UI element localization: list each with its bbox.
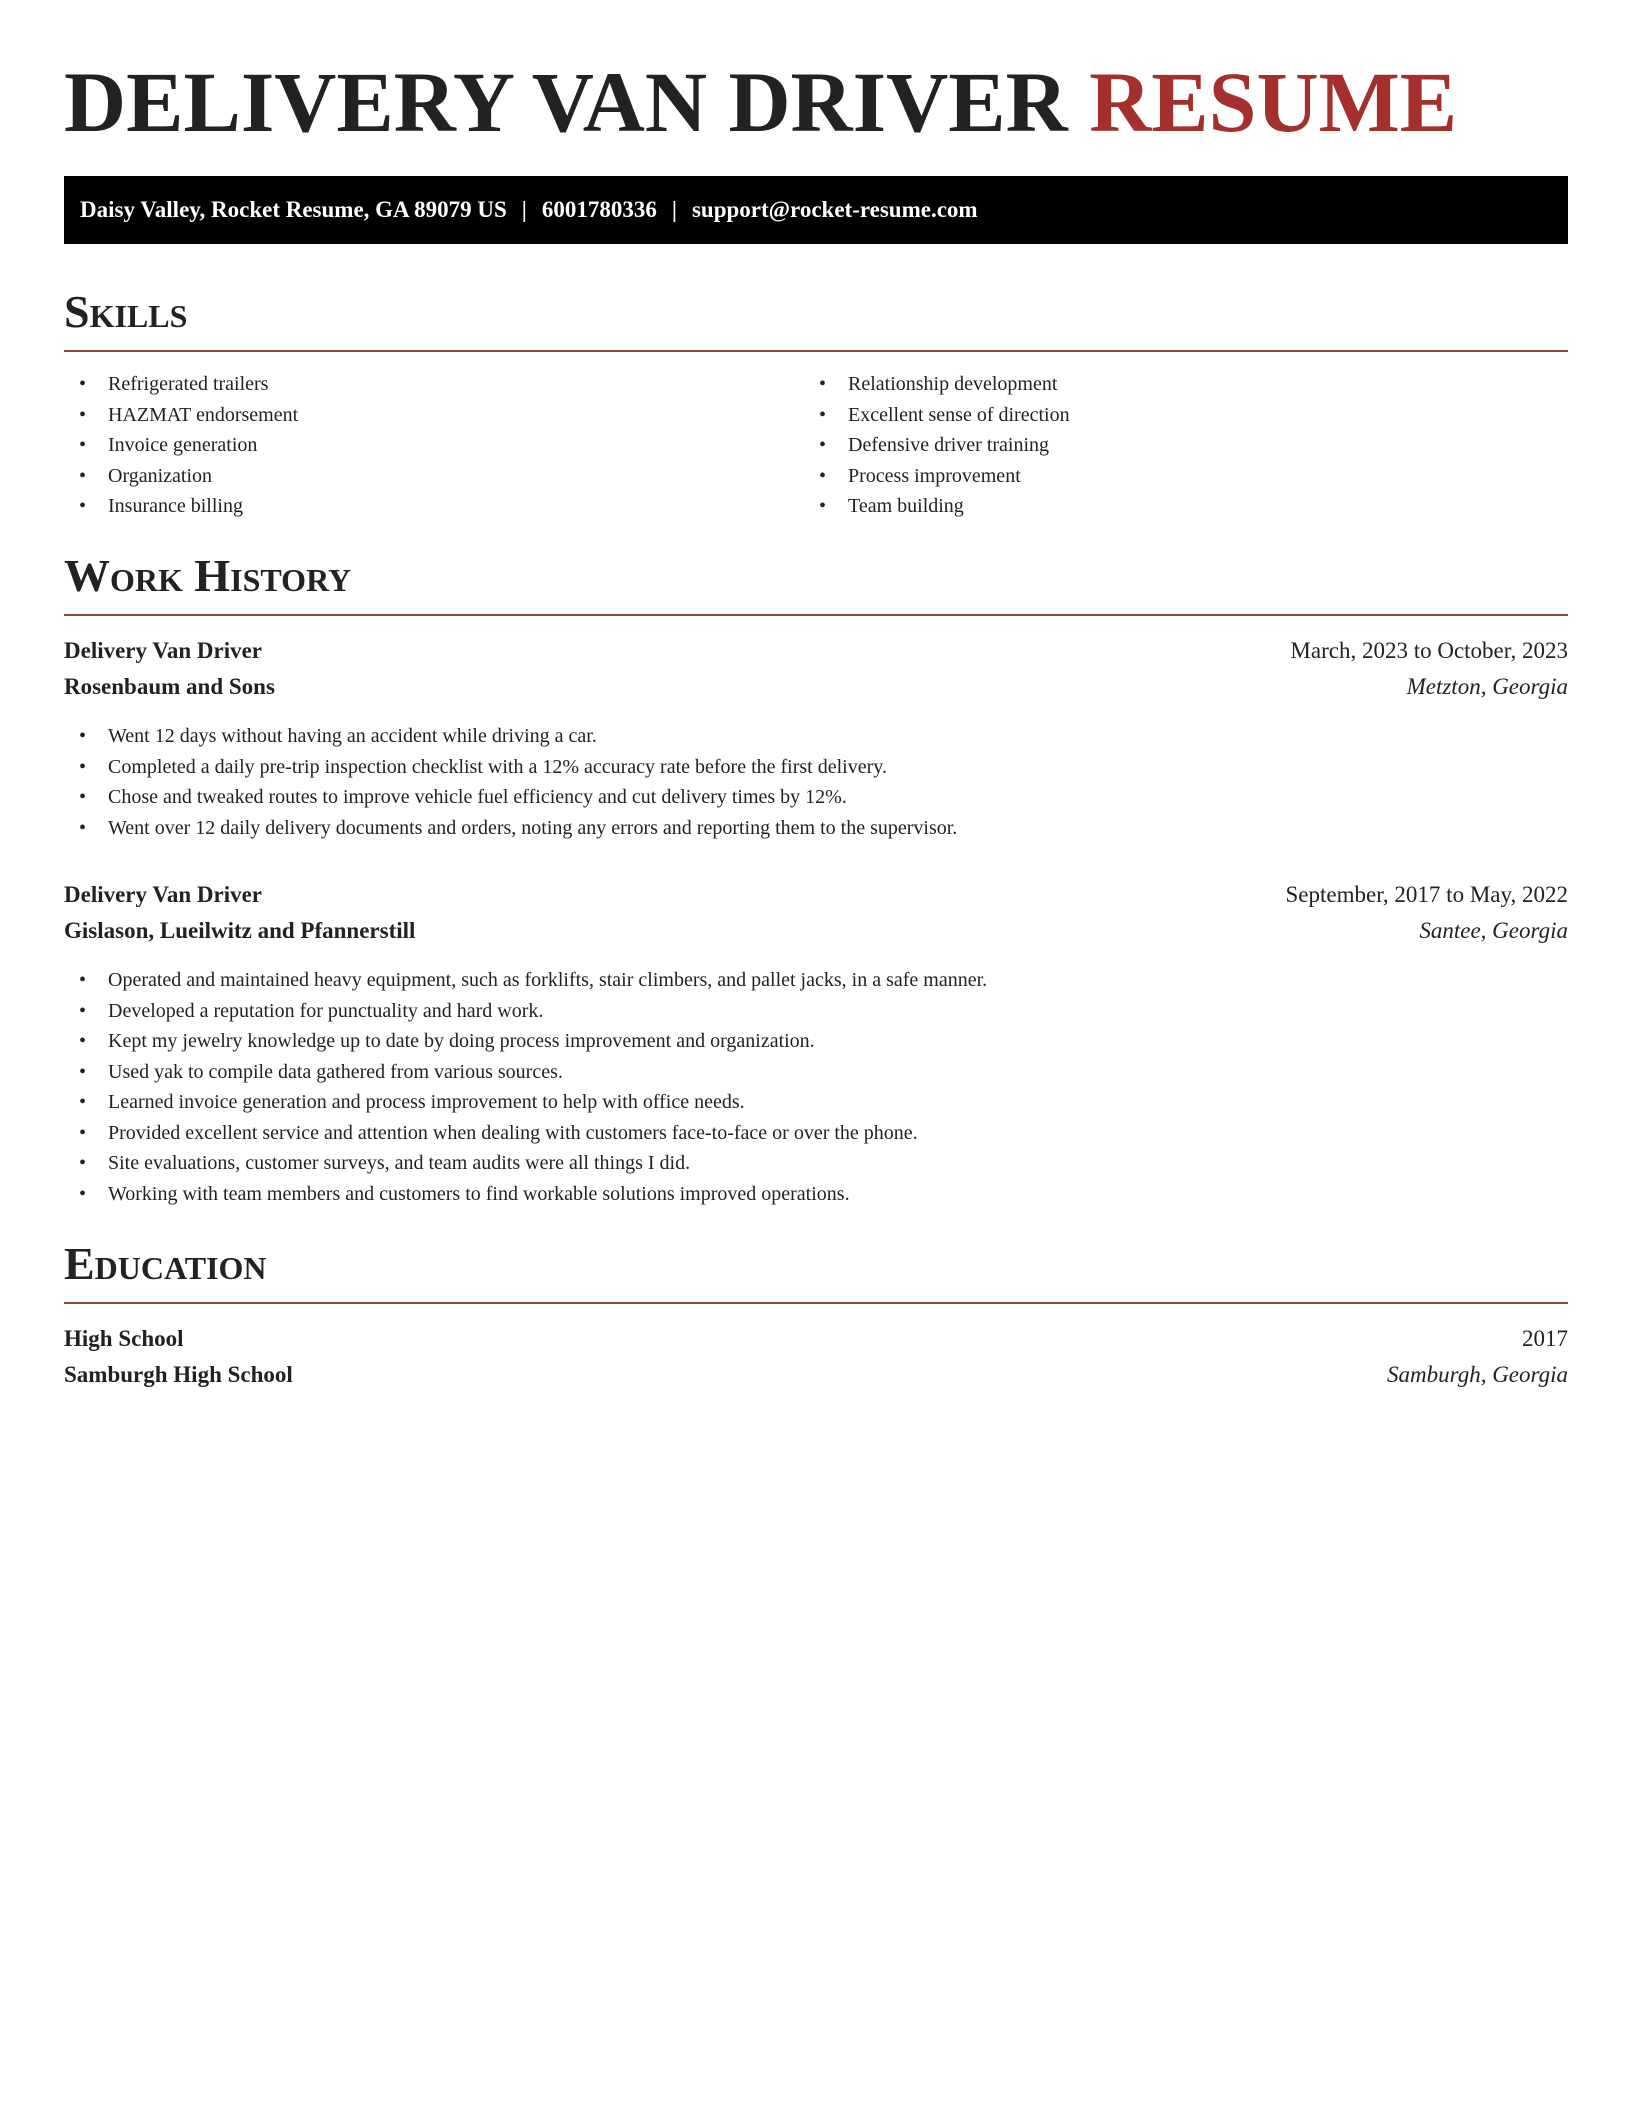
duty-item: • Site evaluations, customer surveys, and team audits were all things I did. [64,1148,1568,1179]
job-dates: September, 2017 to May, 2022 [1285,882,1568,907]
duty-item: • Working with team members and customers to find workable solutions improved operations. [64,1179,1568,1210]
duty-item: • Went 12 days without having an accident while driving a car. [64,721,1568,752]
work-history-heading: Work History [64,550,352,601]
duty-item: • Went over 12 daily delivery documents and orders, noting any errors and reporting them to the supervisor. [64,813,1568,844]
skills-left-list [64,369,764,522]
job-company: Gislason, Lueilwitz and Pfannerstill [64,918,416,943]
contact-address: Daisy Valley, Rocket Resume, GA 89079 US [80,197,507,222]
education-year: 2017 [1522,1326,1568,1351]
job-1-duties-list [64,721,1568,843]
skills-section-header [64,284,1568,352]
education-location: Samburgh, Georgia [1386,1362,1568,1387]
skill-item: • Invoice generation [64,430,764,461]
job-1-duties [64,721,1568,843]
job-title: Delivery Van Driver [64,882,263,907]
duty-item: • Used yak to compile data gathered from various sources. [64,1057,1568,1088]
title-accent: RESUME [1089,54,1458,150]
work-history-section-header [64,548,1568,616]
skills-right-list [804,369,1504,522]
duty-item: • Kept my jewelry knowledge up to date by doing process improvement and organization. [64,1026,1568,1057]
duty-item: • Developed a reputation for punctuality and hard work. [64,996,1568,1027]
education-school: Samburgh High School [64,1362,293,1387]
skill-item: • Relationship development [804,369,1504,400]
education-heading: Education [64,1238,267,1289]
skills-left-column [64,369,764,522]
job-1-title-row [64,633,1568,669]
duty-item: • Chose and tweaked routes to improve vehicle fuel efficiency and cut delivery times by 12%. [64,782,1568,813]
contact-separator: | [671,197,677,222]
job-1-company-row [64,669,1568,705]
skills-heading: Skills [64,286,188,337]
duty-item: • Learned invoice generation and process improvement to help with office needs. [64,1087,1568,1118]
education-degree-row [64,1321,1568,1357]
skill-item: • Defensive driver training [804,430,1504,461]
skills-right-column [804,369,1504,522]
job-2-duties [64,965,1568,1209]
skill-item: • Process improvement [804,461,1504,492]
resume-title [64,52,1457,152]
duty-item: • Provided excellent service and attention when dealing with customers face-to-face or over the phone. [64,1118,1568,1149]
job-location: Santee, Georgia [1419,918,1568,943]
duty-item: • Completed a daily pre-trip inspection checklist with a 12% accuracy rate before the first delivery. [64,752,1568,783]
contact-bar [64,176,1568,244]
skill-item: • Excellent sense of direction [804,400,1504,431]
skill-item: • Insurance billing [64,491,764,522]
contact-separator: | [521,197,527,222]
job-2-company-row [64,913,1568,949]
skill-item: • HAZMAT endorsement [64,400,764,431]
job-dates: March, 2023 to October, 2023 [1290,638,1568,663]
duty-item: • Operated and maintained heavy equipment, such as forklifts, stair climbers, and pallet jacks, in a safe manner. [64,965,1568,996]
job-title: Delivery Van Driver [64,638,263,663]
job-2-title-row [64,877,1568,913]
education-degree: High School [64,1326,184,1351]
skill-item: • Organization [64,461,764,492]
job-location: Metzton, Georgia [1406,674,1568,699]
contact-phone: 6001780336 [541,197,657,222]
skill-item: • Team building [804,491,1504,522]
skill-item: • Refrigerated trailers [64,369,764,400]
contact-email: support@rocket-resume.com [691,197,978,222]
education-school-row [64,1357,1568,1393]
title-main: DELIVERY VAN DRIVER [64,54,1068,150]
job-2-duties-list [64,965,1568,1209]
job-company: Rosenbaum and Sons [64,674,275,699]
education-section-header [64,1236,1568,1304]
